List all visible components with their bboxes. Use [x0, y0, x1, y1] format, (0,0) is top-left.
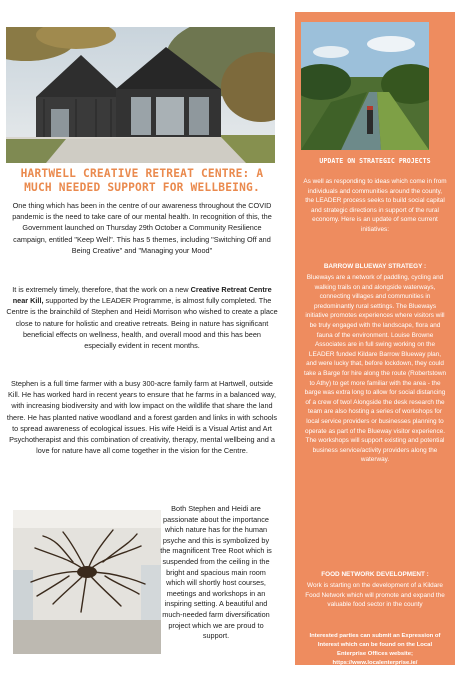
tree-root-photo [13, 510, 161, 654]
paragraph-2-text-end: supported by the LEADER Programme, is almost fully completed. The Centre is the brainchild of Stephen and Heidi Morrison who wished to create a place close to nature for holistic and creative retreats. Being in nature has significant beneficial effects on wellness, health, and overall mood and this has been especially evident in recent months. [6, 296, 278, 351]
sidebar-intro: As well as responding to ideas which come in from individuals and communities around the county, the LEADER process seeks to build social capital and strategic directions in support of the rural economy. Here is an update of some current initiatives: [303, 178, 447, 233]
food-network-text: Work is starting on the development of a Kildare Food Network which will promote and expand the valuable food sector in the county [305, 582, 445, 609]
paragraph-2-bold-text: Creative Retreat Centre near Kill, [12, 285, 272, 306]
paragraph-2-text-start: It is extremely timely, therefore, that the work on a new [12, 285, 191, 294]
blueway-text: Blueways are a network of paddling, cycling and walking trails on and alongside waterways, connecting villages and communities in predominantly rural settings. The Blueways initiative promotes experiences where visitors will be truly engaged with the landscape, flora and fauna of the environment. Louise Browne Associates are in full swing working on the LEADER funded Kildare Barrow Blueway plan, and were lucky that, before lockdown, they could take a Barge for hire along the route (Robertstown to Athy) to get more familiar with the area - the barge was extra long to allow for social distancing of a crew of two! Alongside the desk research the team are also hosting a series of workshops for local service providers or businesses planning to operate as part of the Blueway visitor experience. The workshops will support existing and potential business service/activity providers along the waterway. [303, 274, 447, 464]
article-paragraph-4: Both Stephen and Heidi are passionate about the importance which nature has for the human psyche and this is symbolized by the magnificent Tree Root which is suspended from the ceiling in the bright and spacious main room which will shortly host courses, meetings and workshops in an inspiring setting. A beautiful and much-needed farm diversification project which we are proud to support. [160, 504, 272, 641]
sidebar-title: UPDATE ON STRATEGIC PROJECTS [319, 157, 431, 165]
expression-of-interest-note: Interested parties can submit an Expression of Interest which can be found on the Local Enterprise Offices website; https://www.localenterprise.ie/ [309, 633, 441, 666]
retreat-centre-photo [6, 27, 275, 163]
article-paragraph-2 [6, 284, 278, 351]
article-paragraph-1: One thing which has been in the centre of our awareness throughout the COVID pandemic is the need to take care of our mental health. In recognition of this, the Government launched on Thursday 29th October a Community Resilience campaign, entitled "Keep Well". This has 5 themes, including "Switching Off and Being Creative" and "Managing your Mood" [12, 201, 272, 255]
food-network-heading: FOOD NETWORK DEVELOPMENT : [321, 571, 429, 578]
blueway-heading: BARROW BLUEWAY STRATEGY : [323, 263, 427, 270]
article-headline: HARTWELL CREATIVE RETREAT CENTRE: A MUCH NEEDED SUPPORT FOR WELLBEING. [20, 167, 264, 194]
blueway-canal-photo [301, 22, 429, 150]
article-paragraph-3: Stephen is a full time farmer with a busy 300-acre family farm at Hartwell, outside Kill. He has worked hard in recent years to ensure that he farms in a balanced way, with increasing biodiversity and with low impact on the wildlife that share the land there. He has planted native woodland and a forest garden and links in with schools to spread awareness of ecological issues. His wife Heidi is a Visual Artist and Art Psychotherapist and this combination of creativity, therapy, mental wellbeing and a love for nature have all come together in the vision for the Centre. [6, 379, 278, 456]
strategic-projects-sidebar [295, 12, 455, 665]
